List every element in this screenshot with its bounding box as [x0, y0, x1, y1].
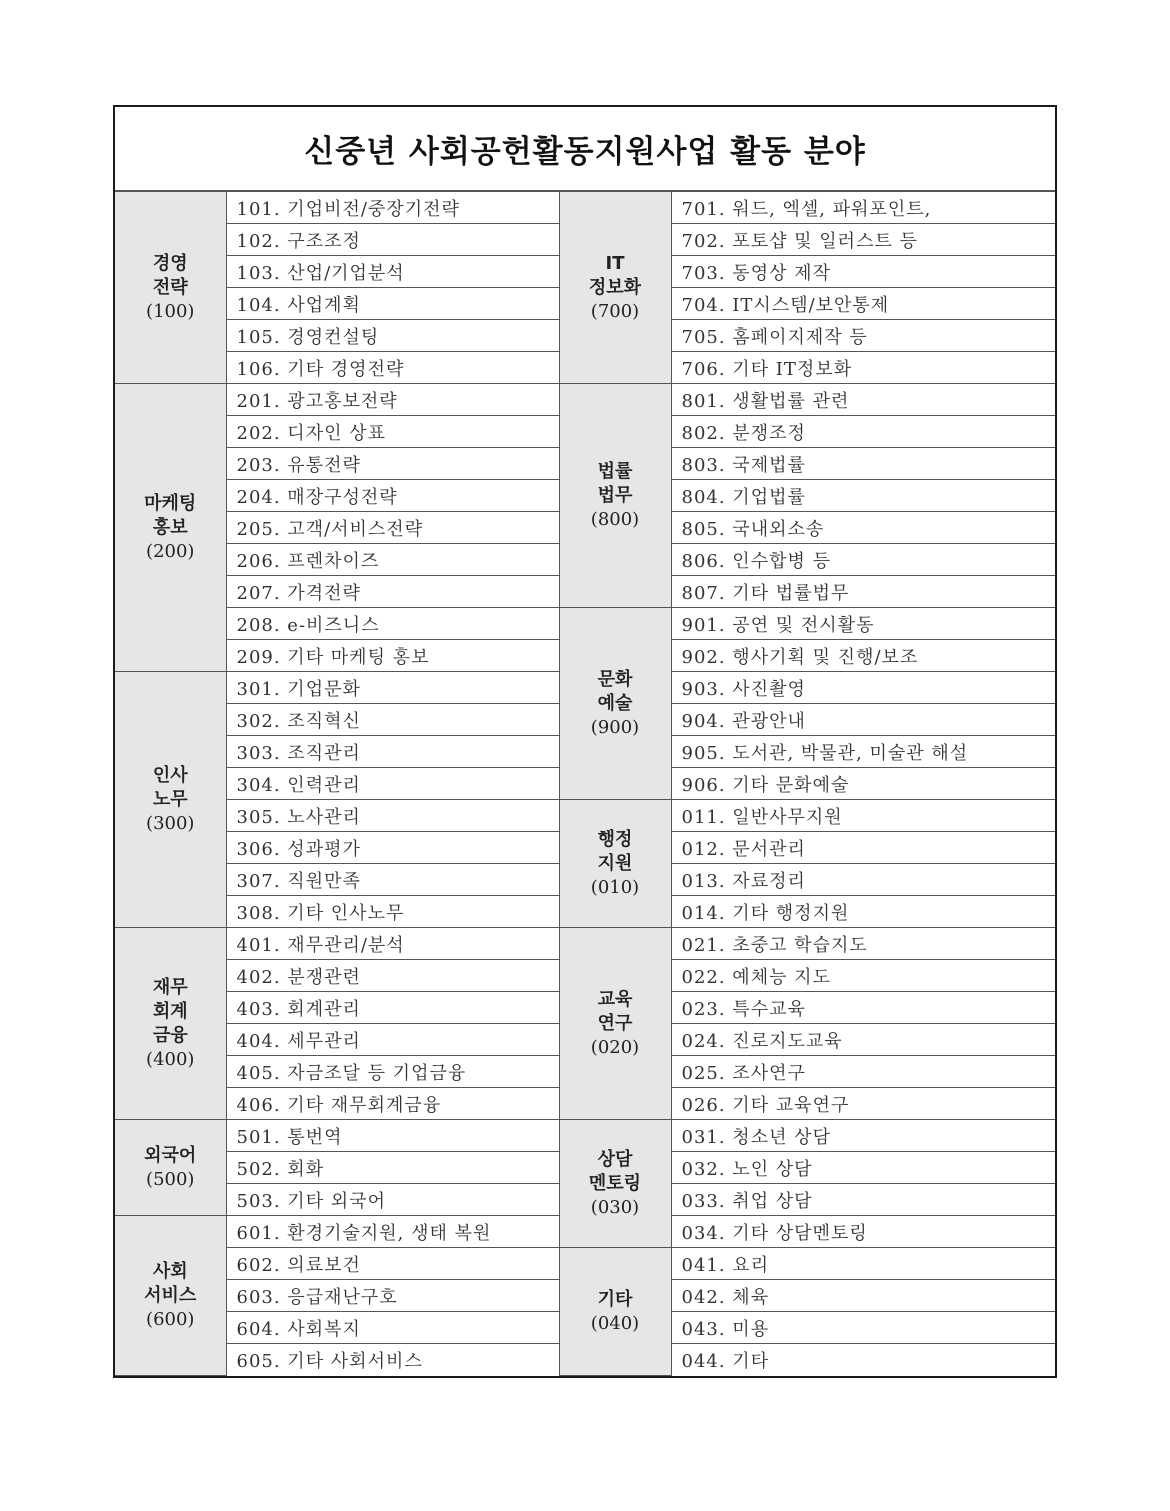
field-item: 106. 기타 경영전략 — [226, 352, 559, 384]
category-cell — [115, 928, 226, 1120]
field-item: 902. 행사기획 및 진행/보조 — [671, 640, 1055, 672]
category-cell — [559, 928, 671, 1120]
category-name: IT — [605, 252, 625, 274]
page-title: 신중년 사회공헌활동지원사업 활동 분야 — [115, 107, 1055, 191]
category-cell — [559, 192, 671, 384]
category-name: 서비스 — [144, 1284, 197, 1306]
field-item: 404. 세무관리 — [226, 1024, 559, 1056]
category-code: (300) — [146, 812, 195, 834]
field-item: 403. 회계관리 — [226, 992, 559, 1024]
category-cell — [115, 1216, 226, 1376]
field-item: 503. 기타 외국어 — [226, 1184, 559, 1216]
category-name: 교육 — [597, 988, 633, 1010]
category-cell — [559, 608, 671, 800]
field-item: 806. 인수합병 등 — [671, 544, 1055, 576]
table-row — [115, 608, 1055, 640]
fields-grid — [115, 191, 1055, 1376]
field-item: 101. 기업비전/중장기전략 — [226, 192, 559, 224]
field-item: 904. 관광안내 — [671, 704, 1055, 736]
category-code: (700) — [590, 300, 640, 322]
category-cell — [559, 1248, 671, 1376]
table-row — [115, 1248, 1055, 1280]
field-item: 401. 재무관리/분석 — [226, 928, 559, 960]
category-name: 상담 — [597, 1148, 633, 1170]
category-name: 재무 — [152, 976, 188, 998]
category-name: 멘토링 — [588, 1172, 642, 1194]
table-row — [115, 192, 1055, 224]
field-item: 906. 기타 문화예술 — [671, 768, 1055, 800]
table-row — [115, 1120, 1055, 1152]
category-code: (020) — [590, 1036, 640, 1058]
field-item: 034. 기타 상담멘토링 — [671, 1216, 1055, 1248]
field-item: 032. 노인 상담 — [671, 1152, 1055, 1184]
field-item: 202. 디자인 상표 — [226, 416, 559, 448]
field-item: 042. 체육 — [671, 1280, 1055, 1312]
field-item: 301. 기업문화 — [226, 672, 559, 704]
field-item: 805. 국내외소송 — [671, 512, 1055, 544]
field-item: 041. 요리 — [671, 1248, 1055, 1280]
field-item: 206. 프렌차이즈 — [226, 544, 559, 576]
category-name: 예술 — [597, 692, 633, 714]
field-item: 804. 기업법률 — [671, 480, 1055, 512]
field-item: 304. 인력관리 — [226, 768, 559, 800]
field-item: 603. 응급재난구호 — [226, 1280, 559, 1312]
category-name: 연구 — [597, 1012, 633, 1034]
activity-fields-table — [113, 105, 1057, 1378]
field-item: 701. 워드, 엑셀, 파워포인트, — [671, 192, 1055, 224]
field-item: 024. 진로지도교육 — [671, 1024, 1055, 1056]
category-code: (400) — [146, 1048, 195, 1070]
category-code: (040) — [590, 1312, 640, 1334]
category-code: (900) — [590, 716, 640, 738]
field-item: 802. 분쟁조정 — [671, 416, 1055, 448]
field-item: 043. 미용 — [671, 1312, 1055, 1344]
field-item: 905. 도서관, 박물관, 미술관 해설 — [671, 736, 1055, 768]
field-item: 405. 자금조달 등 기업금융 — [226, 1056, 559, 1088]
field-item: 026. 기타 교육연구 — [671, 1088, 1055, 1120]
field-item: 706. 기타 IT정보화 — [671, 352, 1055, 384]
field-item: 021. 초중고 학습지도 — [671, 928, 1055, 960]
field-item: 012. 문서관리 — [671, 832, 1055, 864]
field-item: 702. 포토샵 및 일러스트 등 — [671, 224, 1055, 256]
category-name: 문화 — [597, 668, 633, 690]
category-cell — [115, 672, 226, 928]
field-item: 406. 기타 재무회계금융 — [226, 1088, 559, 1120]
field-item: 022. 예체능 지도 — [671, 960, 1055, 992]
category-name: 행정 — [597, 828, 633, 850]
category-cell — [115, 192, 226, 384]
category-name: 사회 — [152, 1260, 188, 1282]
category-name: 지원 — [597, 852, 633, 874]
category-name: 법무 — [597, 484, 633, 506]
category-code: (800) — [590, 508, 640, 530]
category-name: 노무 — [152, 788, 188, 810]
table-row — [115, 800, 1055, 832]
category-name: 인사 — [152, 764, 188, 786]
field-item: 014. 기타 행정지원 — [671, 896, 1055, 928]
field-item: 031. 청소년 상담 — [671, 1120, 1055, 1152]
field-item: 208. e-비즈니스 — [226, 608, 559, 640]
field-item: 601. 환경기술지원, 생태 복원 — [226, 1216, 559, 1248]
field-item: 801. 생활법률 관련 — [671, 384, 1055, 416]
table-row — [115, 384, 1055, 416]
field-item: 302. 조직혁신 — [226, 704, 559, 736]
field-item: 105. 경영컨설팅 — [226, 320, 559, 352]
category-code: (100) — [146, 300, 195, 322]
field-item: 104. 사업계획 — [226, 288, 559, 320]
category-name: 기타 — [597, 1288, 633, 1310]
field-item: 204. 매장구성전략 — [226, 480, 559, 512]
field-item: 025. 조사연구 — [671, 1056, 1055, 1088]
field-item: 308. 기타 인사노무 — [226, 896, 559, 928]
field-item: 605. 기타 사회서비스 — [226, 1344, 559, 1376]
field-item: 102. 구조조정 — [226, 224, 559, 256]
category-cell — [559, 384, 671, 608]
field-item: 402. 분쟁관련 — [226, 960, 559, 992]
field-item: 033. 취업 상담 — [671, 1184, 1055, 1216]
field-item: 704. IT시스템/보안통제 — [671, 288, 1055, 320]
category-name: 마케팅 — [144, 492, 197, 514]
category-cell — [559, 800, 671, 928]
category-code: (600) — [146, 1308, 195, 1330]
field-item: 803. 국제법률 — [671, 448, 1055, 480]
field-item: 011. 일반사무지원 — [671, 800, 1055, 832]
field-item: 305. 노사관리 — [226, 800, 559, 832]
field-item: 013. 자료정리 — [671, 864, 1055, 896]
category-code: (500) — [146, 1168, 195, 1190]
category-name: 외국어 — [144, 1144, 197, 1166]
field-item: 103. 산업/기업분석 — [226, 256, 559, 288]
field-item: 705. 홈페이지제작 등 — [671, 320, 1055, 352]
field-item: 306. 성과평가 — [226, 832, 559, 864]
field-item: 209. 기타 마케팅 홍보 — [226, 640, 559, 672]
category-code: (200) — [146, 540, 195, 562]
category-cell — [115, 1120, 226, 1216]
category-name: 금융 — [152, 1024, 188, 1046]
field-item: 602. 의료보건 — [226, 1248, 559, 1280]
field-item: 604. 사회복지 — [226, 1312, 559, 1344]
category-name: 법률 — [597, 460, 633, 482]
field-item: 203. 유통전략 — [226, 448, 559, 480]
category-name: 경영 — [152, 252, 188, 274]
field-item: 023. 특수교육 — [671, 992, 1055, 1024]
category-cell — [559, 1120, 671, 1248]
field-item: 044. 기타 — [671, 1344, 1055, 1376]
category-code: (010) — [590, 876, 640, 898]
category-code: (030) — [590, 1196, 640, 1218]
category-cell — [115, 384, 226, 672]
field-item: 205. 고객/서비스전략 — [226, 512, 559, 544]
field-item: 901. 공연 및 전시활동 — [671, 608, 1055, 640]
field-item: 501. 통번역 — [226, 1120, 559, 1152]
field-item: 807. 기타 법률법무 — [671, 576, 1055, 608]
field-item: 201. 광고홍보전략 — [226, 384, 559, 416]
table-row — [115, 928, 1055, 960]
category-name: 전략 — [152, 276, 188, 298]
field-item: 307. 직원만족 — [226, 864, 559, 896]
category-name: 정보화 — [588, 276, 642, 298]
field-item: 903. 사진촬영 — [671, 672, 1055, 704]
category-name: 회계 — [152, 1000, 188, 1022]
field-item: 502. 회화 — [226, 1152, 559, 1184]
field-item: 303. 조직관리 — [226, 736, 559, 768]
field-item: 703. 동영상 제작 — [671, 256, 1055, 288]
category-name: 홍보 — [152, 516, 188, 538]
field-item: 207. 가격전략 — [226, 576, 559, 608]
